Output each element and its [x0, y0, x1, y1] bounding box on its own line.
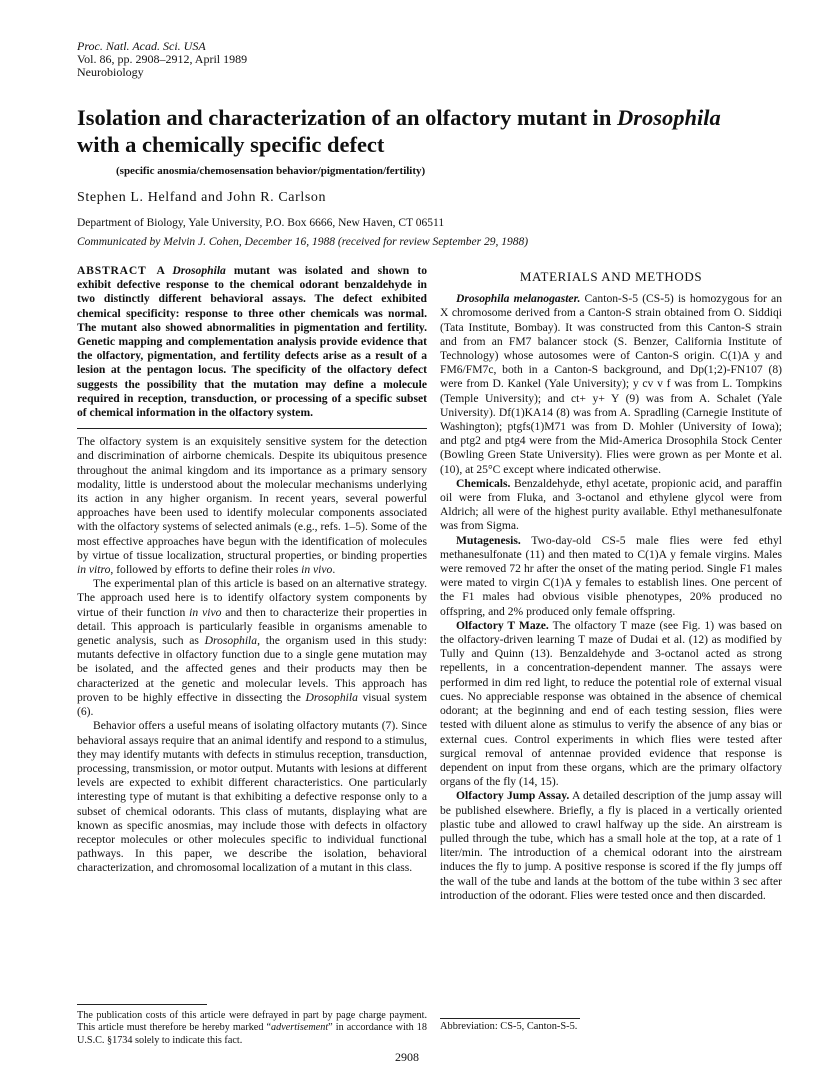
footnote-italic: advertisement	[271, 1022, 329, 1034]
journal-header	[77, 40, 247, 79]
abbreviation-rule	[440, 1018, 580, 1019]
intro-p2-italic: in vivo	[189, 605, 222, 619]
page-number: 2908	[395, 1050, 419, 1064]
subhead-drosophila: Drosophila melanogaster.	[456, 292, 581, 306]
journal-section: Neurobiology	[77, 65, 144, 79]
drosophila-text: Canton-S-5 (CS-5) is homozygous for an X chromosome derived from a Canton-S strain obtained from O. Siddiqi (Tata Institute, Bombay). It was constructed from this Canton-S strain and from an FM7 balancer stock (S. Benzer, California Institute of Technology) whose autosomes were of Canton-S origin. C(1)A y and FM6/FM7c, both in a Canton-S background, and Dp(1;2)-FN107 (8) were from D. Kankel (Yale University); y cv v f was from L. Tompkins (Temple University); and ct+ y+ Y (9) was from A. Schalet (Yale University). Df(1)KA14 (8) was from A. Spradling (Carnegie Institute of Washington); ptgfs(1)M71 was from D. Mohler (University of Iowa); and ptg2 and ptg4 were from the Mid-America Drosophila Stock Center (Bowling Green State University). Flies were grown as per Monte et al. (10), at 25°C except where indicated otherwise.	[440, 292, 782, 476]
intro-p2-text-b: and then to characterize their properties in detail. This approach is particularly feasible in organisms amenable to genetic analysis, such as	[77, 605, 427, 648]
authors: Stephen L. Helfand and John R. Carlson	[77, 190, 327, 205]
section-heading: MATERIALS AND METHODS	[519, 269, 703, 284]
abstract-text-1: A	[156, 264, 173, 277]
abstract-genus: Drosophila	[172, 264, 226, 277]
footnote-text-1: The publication costs of this article were defrayed in part by page charge payment. This article must therefore be hereby marked “	[77, 1010, 427, 1034]
intro-paragraph-2	[77, 577, 427, 719]
abstract-text-2: mutant was isolated and shown to exhibit defective response to the chemical odorant benzaldehyde in two distinctly different behavioral assays. The defect exhibited chemical specificity: response to three other chemicals was normal. The mutant also showed abnormalities in pigmentation and fertility. Genetic mapping and complementation analysis provide evidence that the olfactory, pigmentation, and fertility defects arise as a result of a lesion at the pentagon locus. The specificity of the olfactory defect suggests the possibility that the mutation may define a molecule required in reception, transduction, or processing of a specific subset of chemical information in the olfactory system.	[77, 264, 427, 420]
keywords: (specific anosmia/chemosensation behavior/pigmentation/fertility)	[116, 165, 426, 177]
methods-chemicals	[440, 477, 782, 534]
abbreviation-note: Abbreviation: CS-5, Canton-S-5.	[440, 1021, 578, 1032]
title-part-2: with a chemically specific defect	[77, 132, 385, 157]
subhead-chemicals: Chemicals.	[456, 476, 511, 490]
intro-p2-genus-2: Drosophila	[305, 690, 358, 704]
journal-volume: Vol. 86, pp. 2908–2912, April 1989	[77, 52, 248, 66]
abstract-rule	[77, 428, 427, 429]
title-part-1: Isolation and characterization of an olfactory mutant in	[77, 105, 617, 130]
methods-tmaze	[440, 619, 782, 789]
subhead-tmaze: Olfactory T Maze.	[456, 618, 549, 632]
intro-paragraph-3: Behavior offers a useful means of isolating olfactory mutants (7). Since behavioral assays require that an animal identify and respond to a stimulus, they may identify mutants with defects in stimulus reception, transduction, processing, transmission, or motor output. Mutants with lesions at different levels are expected to exhibit different characteristics. One particularly interesting type of mutant is that exhibiting a defective response only to a subset of chemical odorants. This class of mutants, displaying what are known as specific anosmias, may include those with defects in olfactory receptor molecules or other molecules specific to individual functional pathways. In this paper, we describe the isolation, behavioral characterization, and chromosomal localization of a mutant in this class.	[77, 719, 427, 875]
journal-name: Proc. Natl. Acad. Sci. USA	[77, 39, 206, 53]
cost-footnote	[77, 1010, 427, 1047]
intro-paragraph-1	[77, 435, 427, 577]
right-column	[440, 264, 782, 903]
footnote-text-2: ” in accordance with 18 U.S.C. §1734 solely to indicate this fact.	[77, 1022, 427, 1046]
methods-drosophila	[440, 292, 782, 477]
affiliation: Department of Biology, Yale University, P.O. Box 6666, New Haven, CT 06511	[77, 217, 445, 229]
chemicals-text: Benzaldehyde, ethyl acetate, propionic acid, and paraffin oil were from Fluka, and 3-octanol and ethylene glycol were from Aldrich; all were of the highest purity available. Ethyl methanesulfonate was from Sigma.	[440, 476, 782, 533]
methods-mutagenesis	[440, 534, 782, 619]
intro-p2-text-c: , the organism used in this study: mutants defective in olfactory function due to a single gene mutation may be isolated, and the affected genes and their products may then be characterized at the genetic and molecular levels. This approach has proven to be highly effective in dissecting the	[77, 634, 427, 704]
intro-p2-genus: Drosophila	[204, 634, 258, 648]
left-column	[77, 264, 427, 876]
title-genus: Drosophila	[616, 105, 721, 130]
tmaze-text: The olfactory T maze (see Fig. 1) was based on the olfactory-driven learning T maze of Dudai et al. (12) as modified by Tully and Quinn (13). Benzaldehyde and 3-octanol acted as strong repellents, in a concentration-dependent manner. The assays were performed in dim red light, to reduce the potential role of external visual cues. No appreciable response was obtained in the absence of chemical odorant; at the beginning and end of each testing session, flies were tested with diluent alone as stimulus to verify the absence of any bias or external cues. Control experiments in which flies were tested after surgical removal of antennae provided evidence that response is dependent on input from these organs, which are the primary olfactory organs of the fly (14, 15).	[440, 618, 782, 789]
abstract	[77, 264, 427, 420]
intro-p1-text: The olfactory system is an exquisitely sensitive system for the detection and discrimination of airborne chemicals. Despite its ubiquitous presence throughout the animal kingdom and its importance as a primary sensory modality, little is understood about the molecular mechanisms underlying its action in any higher organism. In recent years, several powerful approaches have been used to identify molecular components associated with the olfactory systems of selected animals (e.g., refs. 1–5). Some of the most effective approaches have begun with the identification of molecules by virtue of tissue localization, structural properties, or binding properties	[77, 435, 427, 562]
jump-assay-text: A detailed description of the jump assay will be published elsewhere. Briefly, a fly is placed in a vertically oriented plastic tube and allowed to crawl halfway up the side. An airstream is pulled through the tube, which has a small hole at the top, at a rate of 1 liter/min. The introduction of a chemical odorant into the airstream induces the fly to jump. A positive response is scored if the fly jumps off the wall of the tube and lands at the bottom of the tube within 3 sec after introduction of the odorant. Flies were tested once and then discarded.	[440, 789, 782, 902]
subhead-mutagenesis: Mutagenesis.	[456, 533, 521, 547]
intro-p1-text-b: , followed by efforts to define their roles	[110, 563, 302, 577]
intro-p2-text-a: The experimental plan of this article is based on an alternative strategy. The approach used here is to identify olfactory system components by virtue of their function	[77, 577, 427, 619]
mutagenesis-text: Two-day-old CS-5 male flies were fed ethyl methanesulfonate (11) and then mated to C(1)A y female virgins. Males were removed 72 hr after the onset of the mating period. Single F1 males were mated to virgin C(1)A y females to establish lines. One percent of the F1 males had obvious visible phenotypes, 20% produced no offspring, and 2% produced only female offspring.	[440, 533, 782, 618]
article-title	[77, 104, 757, 158]
intro-p1-italic: in vitro	[77, 563, 111, 577]
abstract-label: ABSTRACT	[77, 264, 147, 277]
footnote-rule	[77, 1004, 207, 1005]
communicated-line: Communicated by Melvin J. Cohen, December 16, 1988 (received for review September 29, 1988)	[77, 236, 529, 248]
intro-p1-italic-2: in vivo	[301, 563, 333, 577]
intro-p1-text-c: .	[332, 563, 336, 577]
intro-p2-text-d: visual system (6).	[77, 690, 427, 719]
subhead-jump-assay: Olfactory Jump Assay.	[456, 789, 570, 803]
methods-jump-assay	[440, 789, 782, 903]
